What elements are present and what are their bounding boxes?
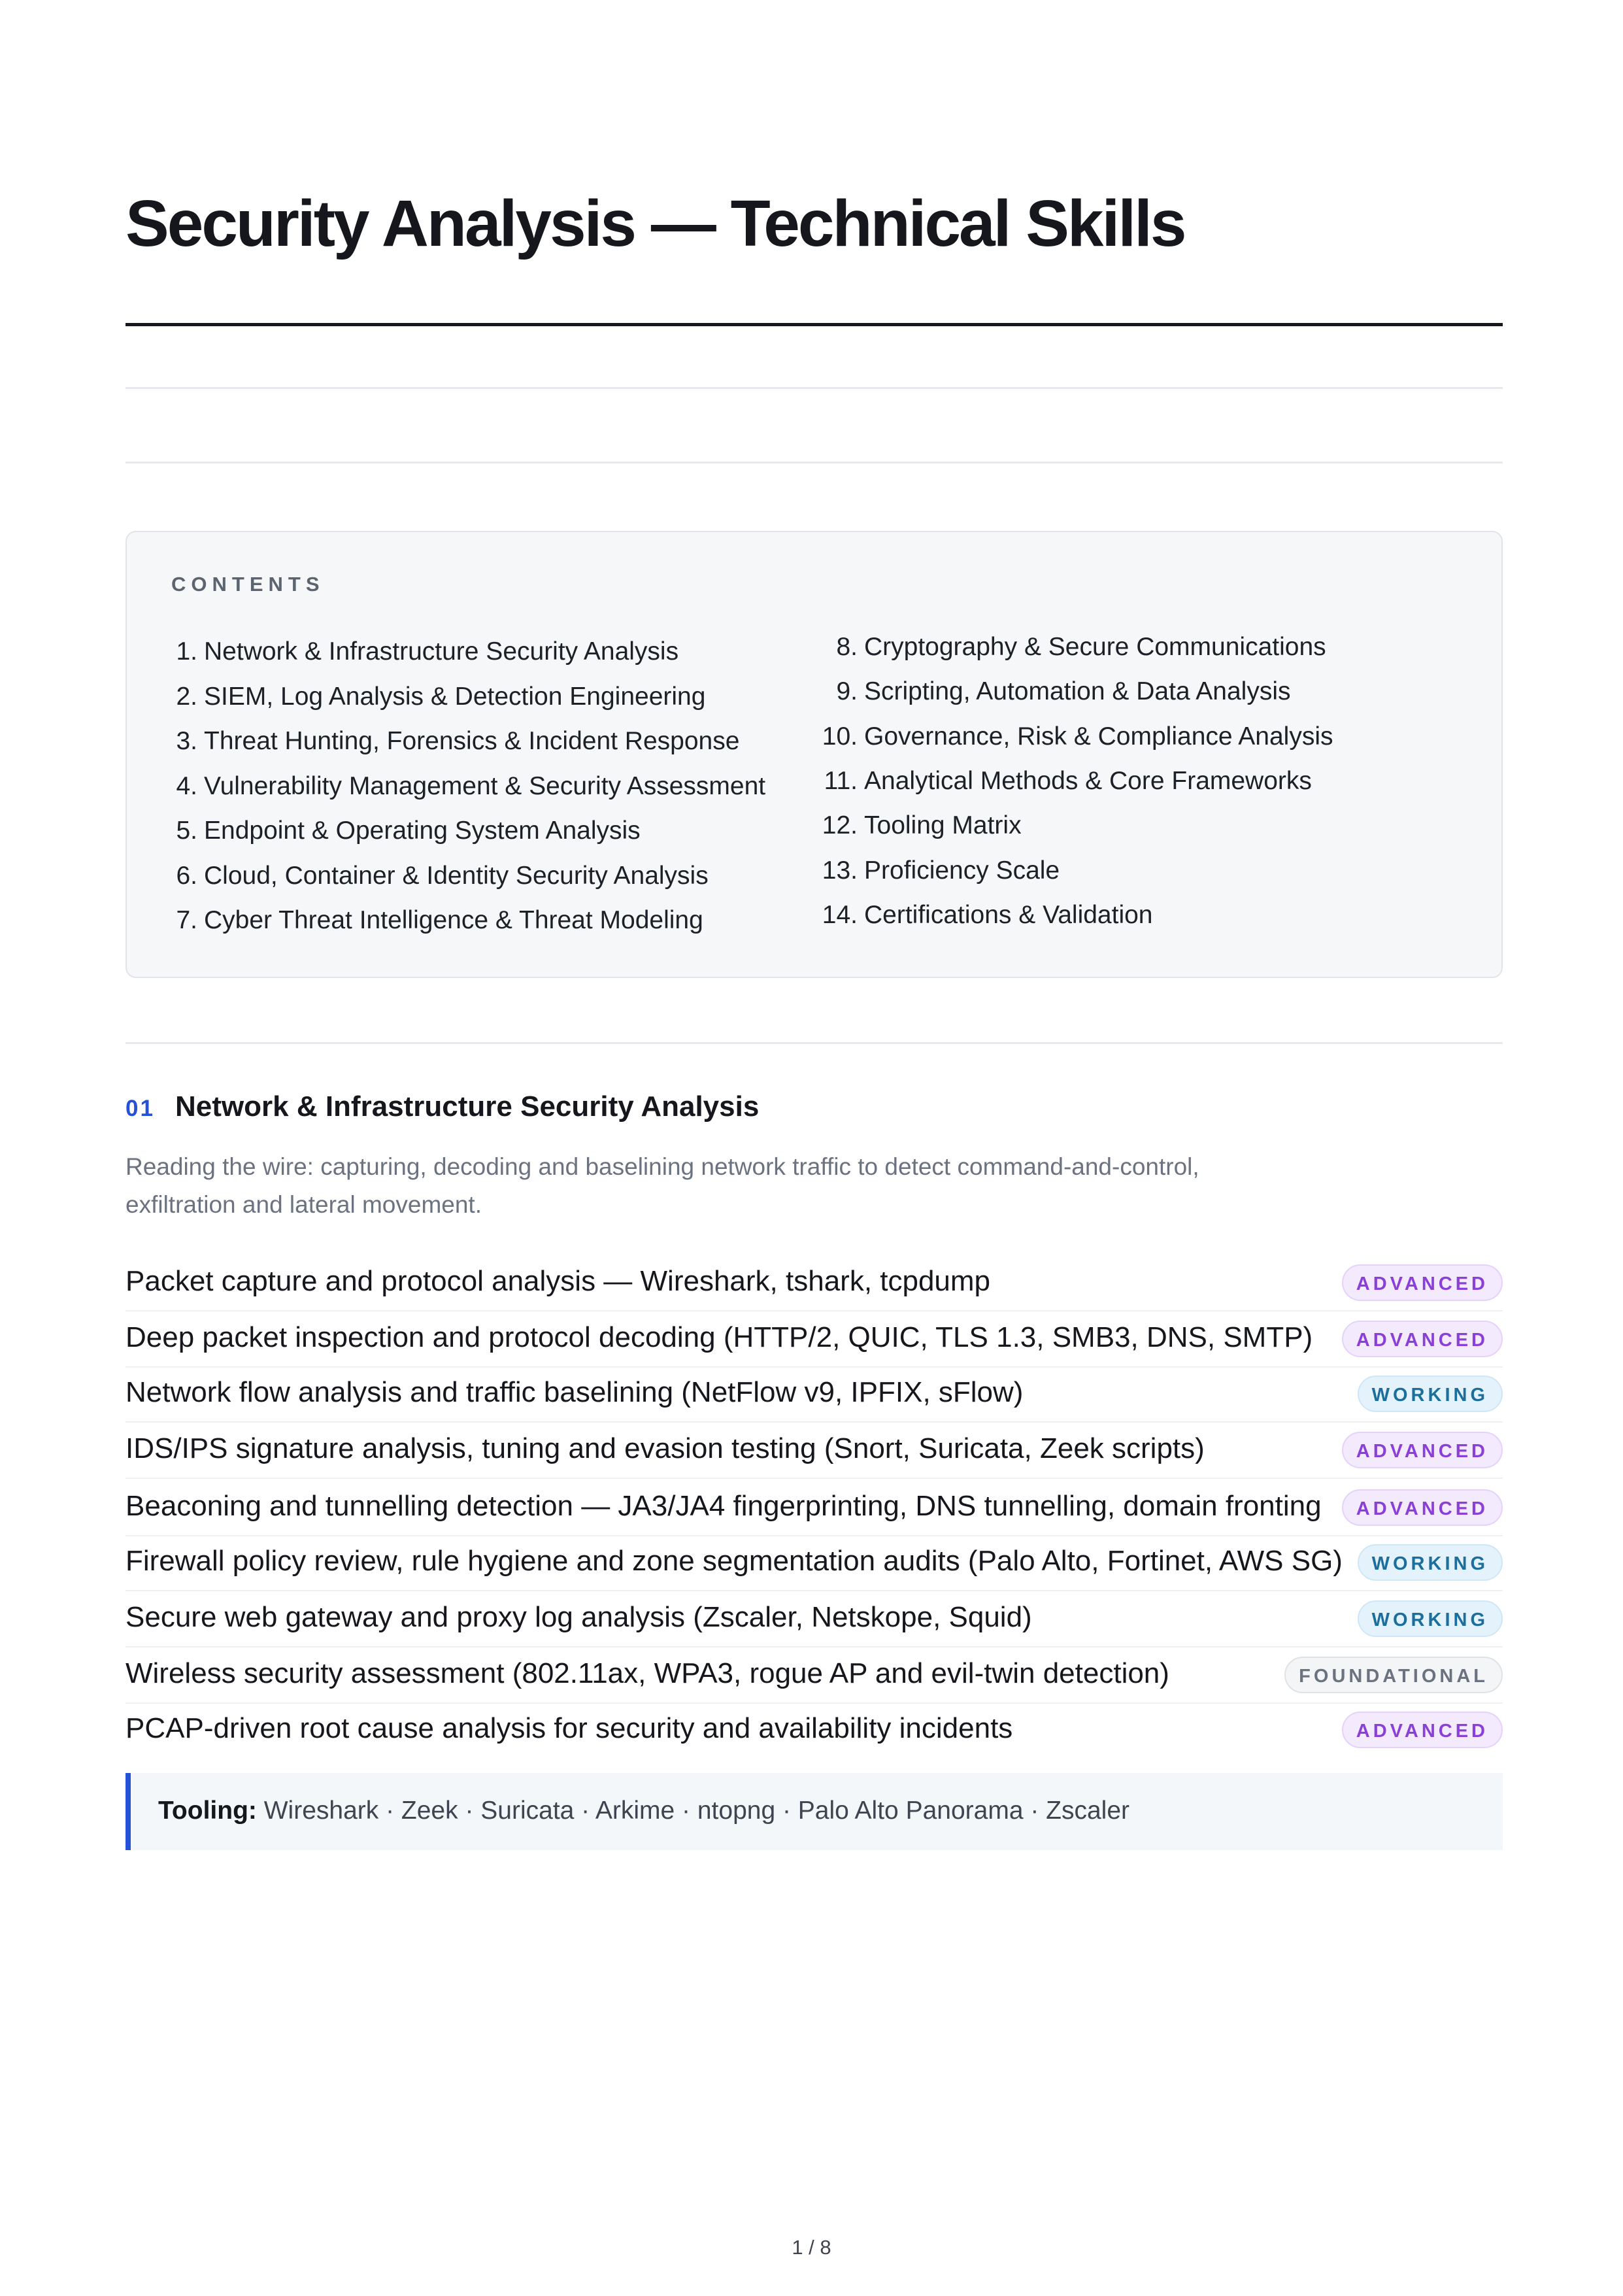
section-description: Reading the wire: capturing, decoding and baselining network traffic to detect command-and-control, exfiltration and lateral movement. — [125, 1153, 1199, 1218]
contents-entry[interactable] — [171, 907, 703, 933]
contents-entry-number: 11. — [824, 766, 858, 795]
contents-entry-number: 1. — [176, 637, 197, 666]
contents-entry-number: 5. — [176, 817, 197, 845]
contents-entry[interactable] — [814, 813, 1022, 838]
proficiency-badge: WORKING — [1358, 1376, 1503, 1412]
tooling-list: Wireshark · Zeek · Suricata · Arkime · ntopng · Palo Alto Panorama · Zscaler — [263, 1797, 1130, 1825]
contents-entry-number: 4. — [176, 771, 197, 800]
contents-entry-number: 2. — [176, 682, 197, 711]
skill-description: Beaconing and tunnelling detection — JA3/JA4 fingerprinting, DNS tunnelling, domain fronting — [125, 1490, 1322, 1522]
contents-entry-number: 14. — [822, 900, 858, 929]
tooling-callout — [125, 1773, 1503, 1850]
contents-entry-number: 8. — [836, 633, 858, 661]
section-divider — [125, 1042, 1503, 1044]
contents-entry[interactable] — [171, 863, 709, 888]
contents-entry[interactable] — [814, 858, 1060, 883]
skill-description: IDS/IPS signature analysis, tuning and evasion testing (Snort, Suricata, Zeek scripts) — [125, 1432, 1205, 1464]
contents-entry-number: 7. — [176, 906, 197, 934]
contents-entry-label: Endpoint & Operating System Analysis — [204, 817, 641, 845]
contents-entry-number: 6. — [176, 861, 197, 890]
skill-description: Wireless security assessment (802.11ax, WPA3, rogue AP and evil-twin detection) — [125, 1657, 1169, 1689]
skill-row — [125, 1423, 1503, 1479]
contents-entry[interactable] — [814, 768, 1312, 794]
skill-row — [125, 1311, 1503, 1368]
contents-entry-label: Proficiency Scale — [864, 856, 1060, 885]
page-number: 1 / 8 — [792, 2236, 831, 2259]
skill-row — [125, 1702, 1503, 1757]
skill-row — [125, 1591, 1503, 1647]
skill-row — [125, 1366, 1503, 1423]
contents-entry[interactable] — [171, 728, 739, 754]
proficiency-badge: ADVANCED — [1342, 1489, 1503, 1526]
contents-entry-number: 12. — [822, 811, 858, 840]
proficiency-badge: ADVANCED — [1342, 1712, 1503, 1748]
proficiency-badge: ADVANCED — [1342, 1321, 1503, 1357]
skill-description: Deep packet inspection and protocol decoding (HTTP/2, QUIC, TLS 1.3, SMB3, DNS, SMTP) — [125, 1321, 1313, 1353]
contents-entry[interactable] — [171, 818, 641, 843]
contents-entry[interactable] — [814, 724, 1333, 749]
skill-row — [125, 1255, 1503, 1311]
contents-entry-label: Network & Infrastructure Security Analysis — [204, 637, 679, 666]
contents-entry-label: Vulnerability Management & Security Assessment — [204, 771, 766, 800]
contents-entry-label: Analytical Methods & Core Frameworks — [864, 766, 1312, 795]
document-title: Security Analysis — Technical Skills — [125, 187, 1185, 260]
contents-entry[interactable] — [171, 773, 765, 799]
divider — [125, 387, 1503, 389]
proficiency-badge: ADVANCED — [1342, 1432, 1503, 1468]
proficiency-badge: WORKING — [1358, 1544, 1503, 1581]
contents-entry-label: Governance, Risk & Compliance Analysis — [864, 722, 1333, 751]
title-divider — [125, 323, 1503, 326]
skill-description: Network flow analysis and traffic baselining (NetFlow v9, IPFIX, sFlow) — [125, 1376, 1024, 1408]
contents-entry-number: 9. — [836, 677, 858, 706]
contents-entry-label: SIEM, Log Analysis & Detection Engineering — [204, 682, 706, 711]
section-title: Network & Infrastructure Security Analysis — [175, 1090, 760, 1123]
section-number: 01 — [125, 1096, 155, 1121]
contents-entry[interactable] — [171, 639, 678, 664]
contents-entry-label: Threat Hunting, Forensics & Incident Response — [204, 727, 740, 755]
proficiency-badge: FOUNDATIONAL — [1284, 1657, 1503, 1693]
contents-entry-label: Cyber Threat Intelligence & Threat Modeling — [204, 906, 703, 934]
contents-entry-label: Cloud, Container & Identity Security Analysis — [204, 861, 709, 890]
contents-heading: CONTENTS — [171, 573, 325, 596]
tooling-label: Tooling: — [158, 1797, 257, 1825]
skill-row — [125, 1535, 1503, 1591]
contents-entry[interactable] — [171, 684, 705, 709]
contents-entry-label: Scripting, Automation & Data Analysis — [864, 677, 1291, 706]
proficiency-badge: WORKING — [1358, 1600, 1503, 1637]
skill-description: Secure web gateway and proxy log analysis (Zscaler, Netskope, Squid) — [125, 1601, 1032, 1633]
skill-description: Packet capture and protocol analysis — Wireshark, tshark, tcpdump — [125, 1265, 991, 1297]
contents-entry[interactable] — [814, 679, 1291, 704]
contents-entry-number: 3. — [176, 727, 197, 755]
skill-description: PCAP-driven root cause analysis for security and availability incidents — [125, 1712, 1013, 1744]
divider — [125, 462, 1503, 464]
skill-row — [125, 1480, 1503, 1536]
contents-entry[interactable] — [814, 634, 1326, 660]
tooling-text — [158, 1797, 1129, 1825]
contents-entry[interactable] — [814, 902, 1153, 928]
skill-row — [125, 1647, 1503, 1704]
contents-entry-number: 13. — [822, 856, 858, 885]
contents-entry-label: Tooling Matrix — [864, 811, 1022, 840]
contents-entry-label: Certifications & Validation — [864, 900, 1153, 929]
skill-description: Firewall policy review, rule hygiene and zone segmentation audits (Palo Alto, Fortinet, AWS SG) — [125, 1545, 1343, 1577]
contents-entry-number: 10. — [822, 722, 858, 751]
contents-entry-label: Cryptography & Secure Communications — [864, 633, 1326, 661]
proficiency-badge: ADVANCED — [1342, 1264, 1503, 1301]
